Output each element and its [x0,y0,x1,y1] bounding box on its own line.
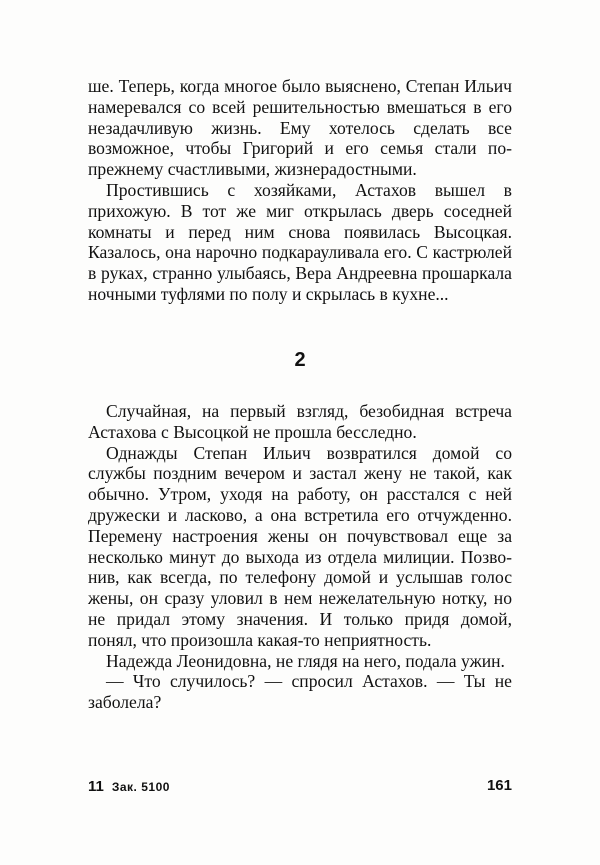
text-section-2 [88,401,512,713]
paragraph: Простившись с хозяйками, Астахов вышел в прихожую. В тот же миг открылась дверь соседней комнаты и перед ним снова появилась Высоцкая. Казалось, она нарочно подкарауливала его. С кастрюлей в руках, странно улыбаясь, Вера Андреевна прошаркала ночными туфлями по полу и скрылась в кухне... [88,179,512,304]
dialogue-paragraph: — Что случилось? — спросил Астахов. — Ты не заболела? [88,671,512,713]
paragraph-continuation: ше. Теперь, когда многое было выяснено, Степан Ильич намеревался со всей решительностью вмешаться в его незадачливую жизнь. Ему хотелось сделать все возможное, чтобы Григорий и его семья стали по-прежнему счастливыми, жизнерадостными. [88,76,512,180]
paragraph: Случайная, на первый взгляд, безобидная встреча Астахова с Высоцкой не прошла бесследно. [88,401,512,442]
printer-signature [88,777,170,796]
signature-number: 11 [88,778,104,795]
page-number: 161 [486,777,512,794]
chapter-number: 2 [294,349,306,371]
paragraph: Надежда Леонидовна, не глядя на него, подала ужин. [106,650,505,671]
text-section-1 [88,76,512,305]
order-number: Зак. 5100 [111,780,170,794]
paragraph: Однажды Степан Ильич возвратился домой со службы поздним вечером и застал жену не такой, как обычно. Утром, уходя на работу, он расстался с ней дружески и ласково, а она встретила его отчужденно. Перемену настроения жены он почувствовал еще за несколько минут до выхода из отдела милиции. Позвонив, как всегда, по телефону домой и услышав голос жены, он сразу уловил в нем нежелательную нотку, но не придал этому значения. И только придя домой, понял, что произошла какая-то неприятность. [88,442,512,650]
